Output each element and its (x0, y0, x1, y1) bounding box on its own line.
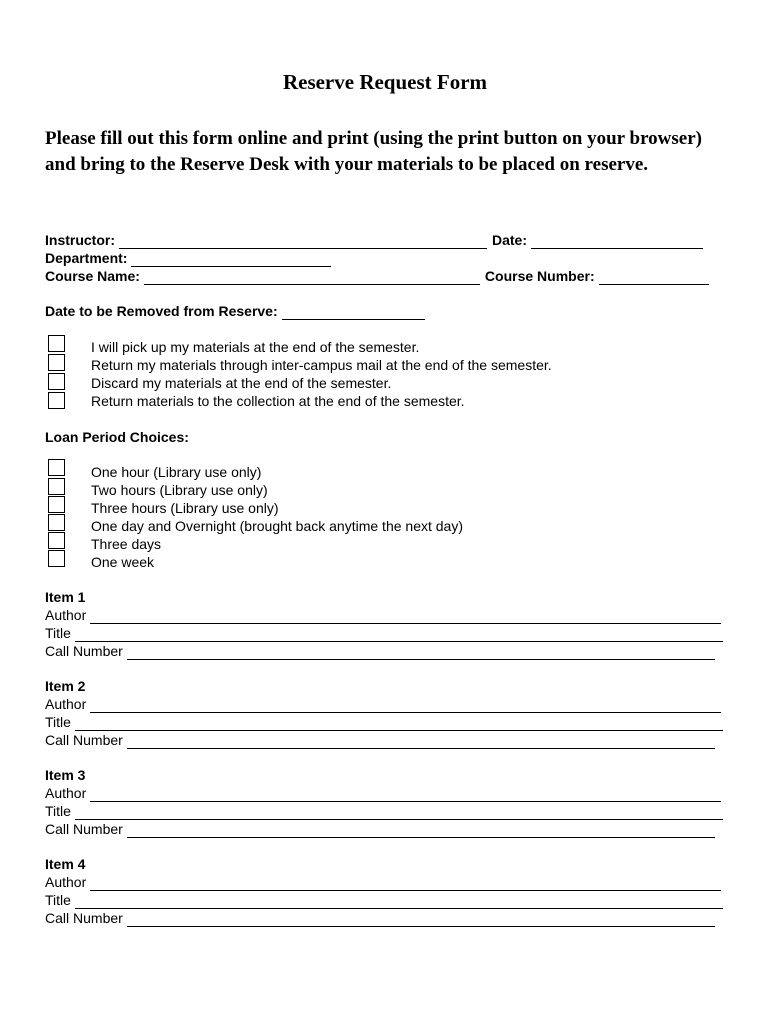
item-2-title-row (45, 713, 723, 731)
item-3-author-label: Author (45, 785, 87, 801)
item-3-title-row (45, 802, 723, 820)
loan-option-two-hours: Two hours (Library use only) (91, 482, 268, 498)
department-row (45, 249, 331, 267)
item-2-call-number-label: Call Number (45, 732, 123, 748)
item-3-call-number-label: Call Number (45, 821, 123, 837)
item-4-call-number-label: Call Number (45, 910, 123, 926)
item-2-title-label: Title (45, 714, 71, 730)
item-3-call-number-row (45, 820, 715, 838)
item-2-author-row (45, 695, 721, 713)
course-name-label: Course Name: (45, 268, 140, 284)
removal-checkbox-3[interactable] (48, 373, 65, 390)
item-3-call-number-field[interactable] (127, 823, 715, 838)
date-removed-row (45, 302, 425, 320)
department-label: Department: (45, 250, 128, 266)
removal-option-collection: Return materials to the collection at the end of the semester. (91, 393, 465, 409)
item-1-author-field[interactable] (90, 609, 721, 624)
item-1-author-row (45, 606, 721, 624)
item-4-author-field[interactable] (90, 876, 721, 891)
item-1-call-number-row (45, 642, 715, 660)
item-4-author-row (45, 873, 721, 891)
loan-option-one-week: One week (91, 554, 155, 570)
item-1-title-label: Title (45, 625, 71, 641)
item-4-heading: Item 4 (45, 856, 86, 872)
item-1-title-row (45, 624, 723, 642)
form-instructions: Please fill out this form online and print (using the print button on your browser) and bring to the Reserve Desk with your materials to be placed on reserve. (45, 128, 702, 175)
item-2-title-field[interactable] (75, 716, 723, 731)
department-field[interactable] (131, 252, 331, 267)
instructor-field[interactable] (119, 234, 487, 249)
removal-checkbox-2[interactable] (48, 354, 65, 371)
item-3-title-label: Title (45, 803, 71, 819)
item-3-author-row (45, 784, 721, 802)
item-3-author-field[interactable] (90, 787, 721, 802)
loan-checkbox-3[interactable] (48, 496, 65, 513)
item-1-author-label: Author (45, 607, 87, 623)
course-number-label: Course Number: (484, 268, 595, 284)
item-4-title-label: Title (45, 892, 71, 908)
loan-checkbox-4[interactable] (48, 514, 65, 531)
date-label: Date: (492, 232, 528, 248)
removal-option-pickup: I will pick up my materials at the end of the semester. (91, 339, 420, 355)
loan-period-heading: Loan Period Choices: (45, 429, 189, 445)
item-1-heading: Item 1 (45, 589, 86, 605)
date-field[interactable] (531, 234, 703, 249)
item-2-author-field[interactable] (90, 698, 721, 713)
item-3-heading: Item 3 (45, 767, 86, 783)
loan-option-one-day: One day and Overnight (brought back anytime the next day) (91, 518, 463, 534)
date-removed-label: Date to be Removed from Reserve: (45, 303, 278, 319)
item-2-author-label: Author (45, 696, 87, 712)
removal-option-discard: Discard my materials at the end of the semester. (91, 375, 392, 391)
item-1-call-number-label: Call Number (45, 643, 123, 659)
course-row (45, 267, 709, 285)
item-1-title-field[interactable] (75, 627, 723, 642)
item-3-title-field[interactable] (75, 805, 723, 820)
course-number-field[interactable] (599, 270, 709, 285)
loan-option-one-hour: One hour (Library use only) (91, 464, 262, 480)
item-1-call-number-field[interactable] (127, 645, 715, 660)
item-4-title-field[interactable] (75, 894, 723, 909)
item-2-heading: Item 2 (45, 678, 86, 694)
course-name-field[interactable] (144, 270, 480, 285)
item-2-call-number-field[interactable] (127, 734, 715, 749)
item-4-title-row (45, 891, 723, 909)
loan-checkbox-1[interactable] (48, 459, 65, 476)
loan-option-three-days: Three days (91, 536, 162, 552)
loan-checkbox-6[interactable] (48, 550, 65, 567)
item-4-call-number-row (45, 909, 715, 927)
date-removed-field[interactable] (282, 305, 425, 320)
instructor-label: Instructor: (45, 232, 115, 248)
item-2-call-number-row (45, 731, 715, 749)
item-4-call-number-field[interactable] (127, 912, 715, 927)
item-4-author-label: Author (45, 874, 87, 890)
loan-checkbox-2[interactable] (48, 478, 65, 495)
loan-checkbox-5[interactable] (48, 532, 65, 549)
loan-option-three-hours: Three hours (Library use only) (91, 500, 279, 516)
removal-checkbox-4[interactable] (48, 392, 65, 409)
form-title: Reserve Request Form (282, 70, 488, 94)
removal-checkbox-1[interactable] (48, 335, 65, 352)
removal-option-mail: Return my materials through inter-campus mail at the end of the semester. (91, 357, 552, 373)
instructor-row (45, 231, 703, 249)
